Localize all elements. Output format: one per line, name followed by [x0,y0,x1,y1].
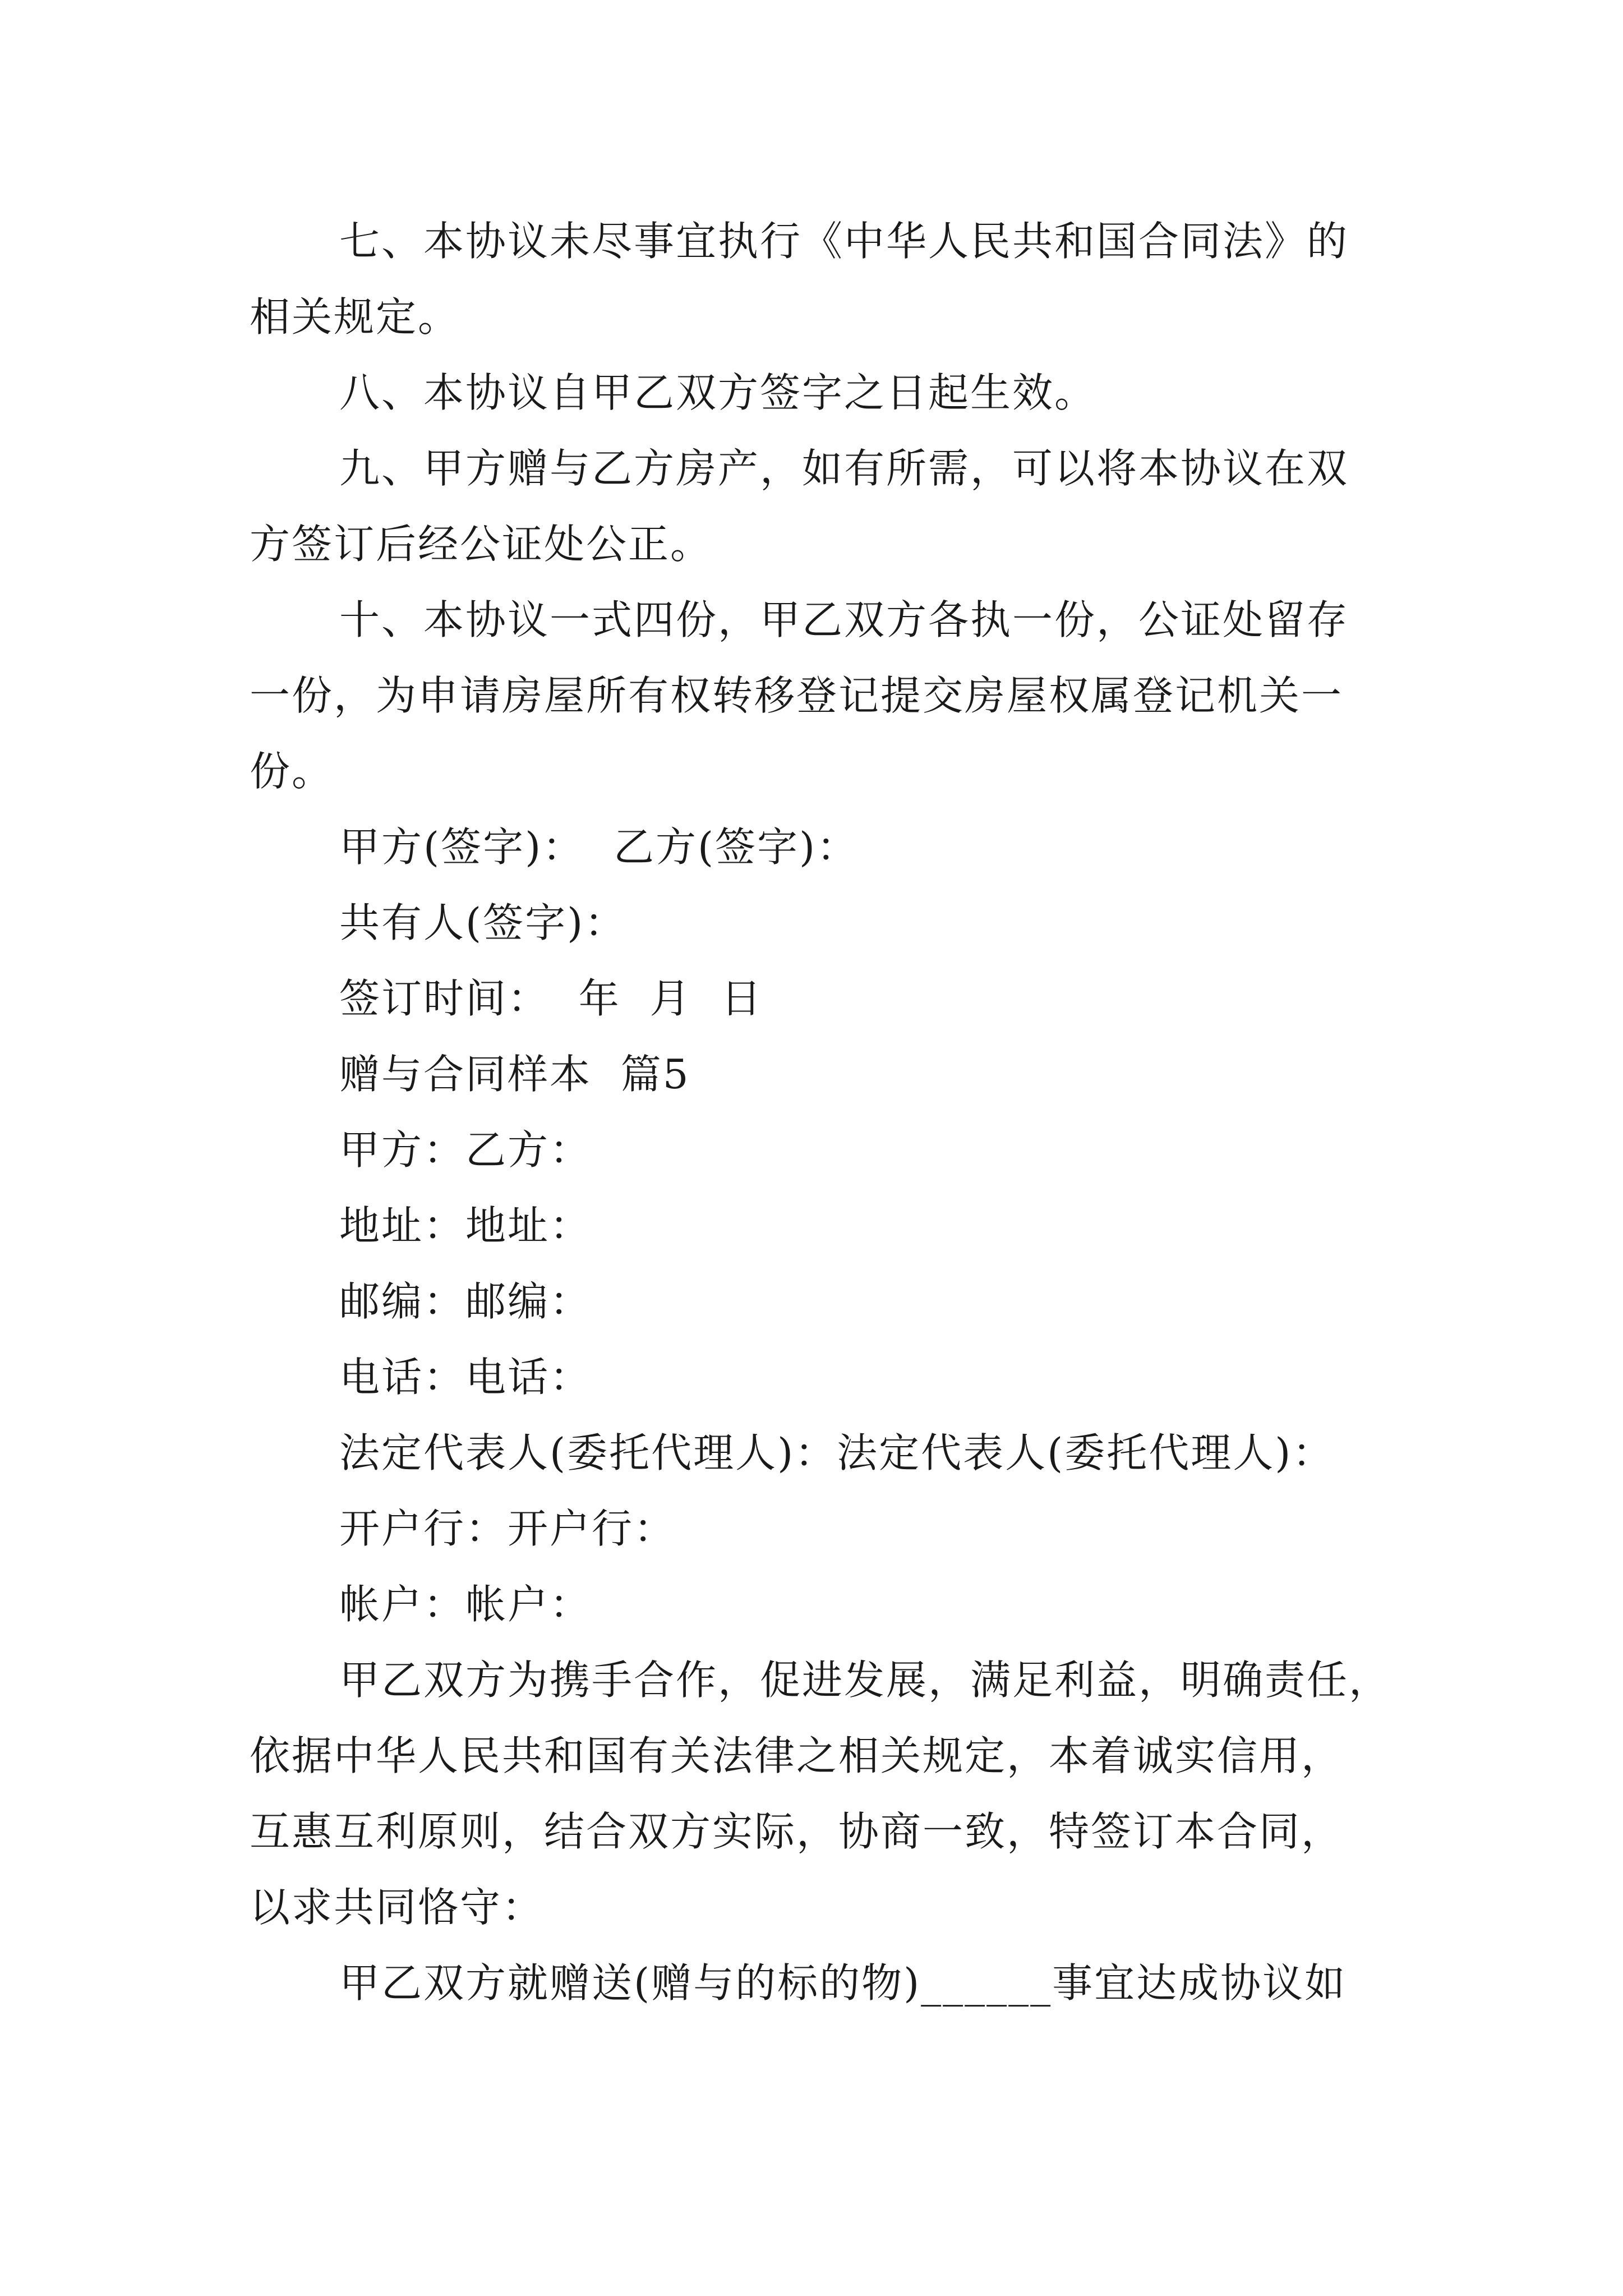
clause-10-line-1: 十、本协议一式四份，甲乙双方各执一份，公证处留存 [339,596,1349,643]
party-addresses: 地址：地址： [339,1202,592,1249]
party-banks: 开户行：开户行： [339,1505,676,1552]
party-postcodes: 邮编：邮编： [339,1278,592,1325]
signature-co-owner: 共有人(签字)： [339,899,627,946]
clause-10-line-2: 一份，为申请房屋所有权转移登记提交房屋权属登记机关一 [250,672,1344,719]
signature-parties: 甲方(签字)： 乙方(签字)： [339,823,859,871]
party-phones: 电话：电话： [339,1354,592,1401]
preamble-line-3: 互惠互利原则，结合双方实际，协商一致，特签订本合同， [250,1808,1344,1855]
clause-7-line-2: 相关规定。 [250,293,460,341]
preamble-line-1: 甲乙双方为携手合作，促进发展，满足利益，明确责任， [339,1657,1391,1704]
clause-10-line-3: 份。 [250,748,334,795]
clause-9-line-2: 方签订后经公证处公正。 [250,521,713,568]
preamble-line-2: 依据中华人民共和国有关法律之相关规定，本着诚实信用， [250,1732,1344,1779]
clause-7-line-1: 七、本协议未尽事宜执行《中华人民共和国合同法》的 [339,218,1349,265]
agreement-intro: 甲乙双方就赠送(赠与的标的物)______事宜达成协议如 [339,1959,1347,2007]
party-accounts: 帐户：帐户： [339,1581,592,1628]
clause-9-line-1: 九、甲方赠与乙方房产，如有所需，可以将本协议在双 [339,445,1349,492]
signing-date: 签订时间： 年 月 日 [339,975,763,1022]
section-heading: 赠与合同样本 篇5 [339,1051,690,1098]
preamble-line-4: 以求共同恪守： [250,1884,545,1931]
party-names: 甲方：乙方： [339,1126,592,1174]
party-representatives: 法定代表人(委托代理人)：法定代表人(委托代理人)： [339,1429,1335,1476]
clause-8: 八、本协议自甲乙双方签字之日起生效。 [339,369,1097,416]
